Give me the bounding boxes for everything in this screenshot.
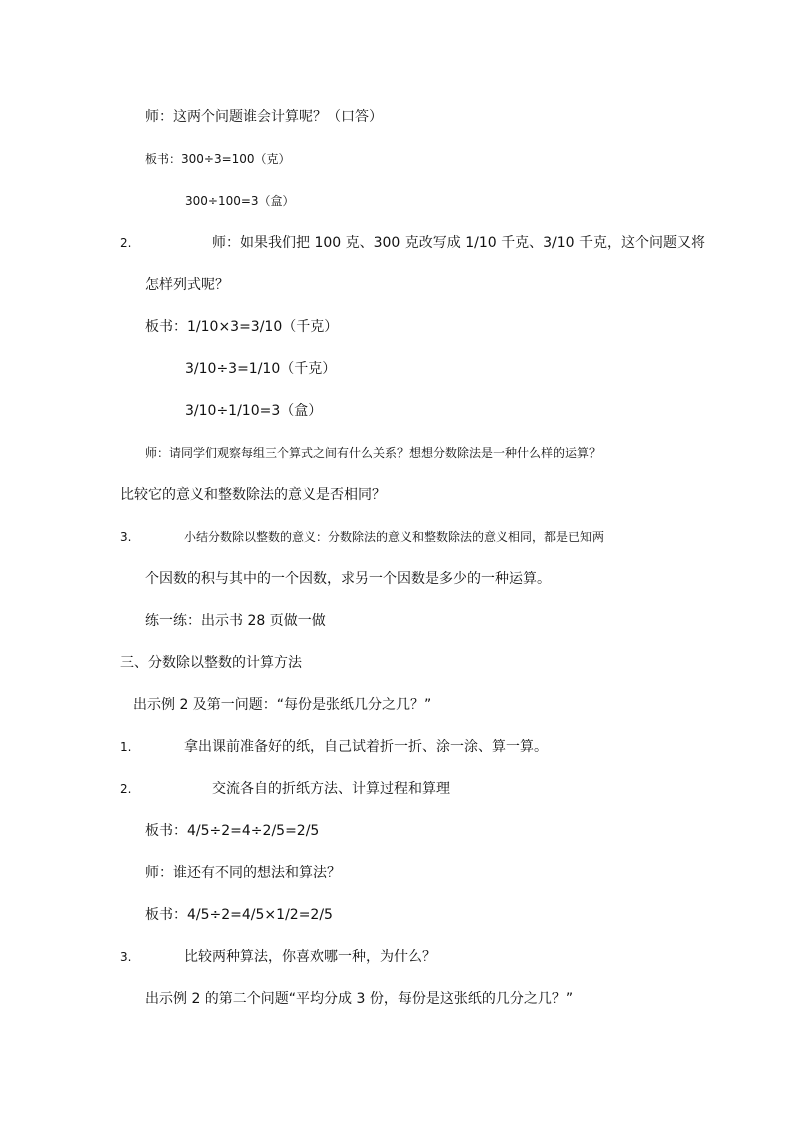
paragraph-line: 比较它的意义和整数除法的意义是否相同？ <box>120 487 386 503</box>
teacher-question-line: 师：谁还有不同的想法和算法？ <box>145 865 341 881</box>
teacher-question-line: 师：请同学们观察每组三个算式之间有什么关系？想想分数除法是一种什么样的运算？ <box>145 446 602 460</box>
list-number: 2. <box>120 236 132 250</box>
board-writing-line: 3/10÷1/10=3（盒） <box>185 403 323 419</box>
board-writing-line: 板书：1/10×3=3/10（千克） <box>145 319 339 335</box>
summary-line: 个因数的积与其中的一个因数，求另一个因数是多少的一种运算。 <box>145 571 551 587</box>
summary-line: 小结分数除以整数的意义：分数除法的意义和整数除法的意义相同，都是已知两 <box>184 530 605 544</box>
teacher-question-line: 师：这两个问题谁会计算呢？（口答） <box>145 109 383 125</box>
board-writing-line: 300÷100=3（盒） <box>185 194 295 208</box>
teacher-question-line: 师：如果我们把 100 克、300 克改写成 1/10 千克、3/10 千克，这个问题又将 <box>212 235 706 251</box>
section-heading: 三、分数除以整数的计算方法 <box>120 655 302 671</box>
list-number: 3. <box>120 950 132 964</box>
example-line: 出示例 2 的第二个问题“平均分成 3 份，每份是这张纸的几分之几？” <box>145 991 574 1007</box>
paragraph-line: 怎样列式呢？ <box>145 277 229 293</box>
step-line: 交流各自的折纸方法、计算过程和算理 <box>212 781 450 797</box>
list-number: 1. <box>120 740 132 754</box>
example-line: 出示例 2 及第一问题：“每份是张纸几分之几？” <box>133 697 432 713</box>
step-line: 比较两种算法，你喜欢哪一种，为什么？ <box>184 949 436 965</box>
list-number: 2. <box>120 782 132 796</box>
board-writing-line: 板书：4/5÷2=4/5×1/2=2/5 <box>145 907 333 923</box>
board-writing-line: 板书：300÷3=100（克） <box>145 152 291 166</box>
board-writing-line: 板书：4/5÷2=4÷2/5=2/5 <box>145 823 320 839</box>
list-number: 3. <box>120 530 132 544</box>
practice-line: 练一练：出示书 28 页做一做 <box>145 613 326 629</box>
board-writing-line: 3/10÷3=1/10（千克） <box>185 361 337 377</box>
step-line: 拿出课前准备好的纸，自己试着折一折、涂一涂、算一算。 <box>184 739 548 755</box>
